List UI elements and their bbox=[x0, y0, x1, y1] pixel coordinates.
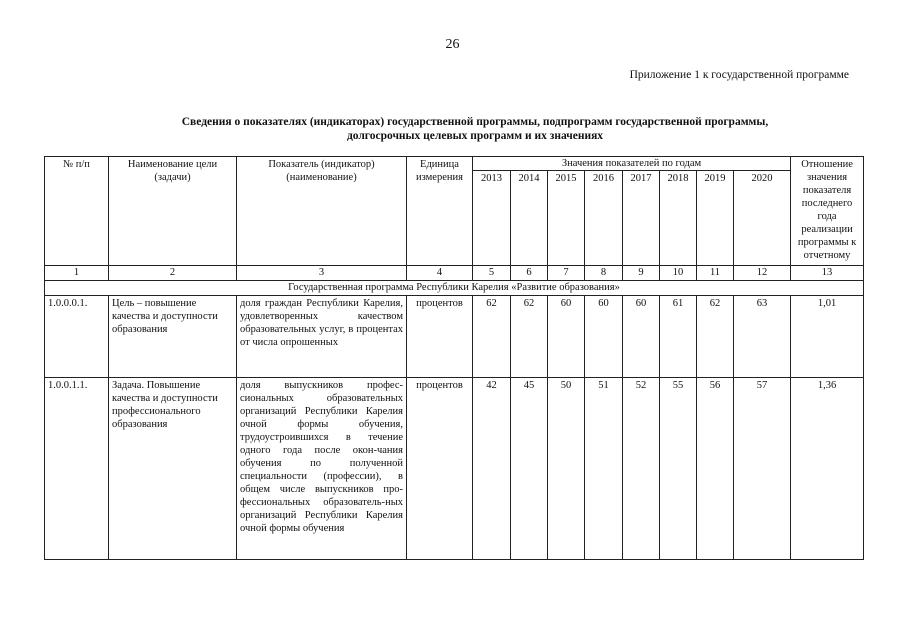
year-2019: 2019 bbox=[697, 171, 734, 266]
year-2018: 2018 bbox=[660, 171, 697, 266]
value-cell: 60 bbox=[585, 296, 623, 378]
year-2016: 2016 bbox=[585, 171, 623, 266]
header-indicator: Показатель (индикатор) (наименование) bbox=[237, 157, 407, 266]
header-ratio: Отношение значения показателя последнего года реализации программы к отчетному bbox=[791, 157, 864, 266]
column-number: 6 bbox=[511, 266, 548, 281]
value-cell: 52 bbox=[623, 378, 660, 560]
goal-cell: Цель – повышение качества и доступности образования bbox=[109, 296, 237, 378]
section-title: Государственная программа Республики Карелия «Развитие образования» bbox=[45, 281, 864, 296]
ratio-cell: 1,01 bbox=[791, 296, 864, 378]
column-number: 3 bbox=[237, 266, 407, 281]
column-number: 13 bbox=[791, 266, 864, 281]
page-number: 26 bbox=[445, 37, 460, 52]
section-row bbox=[45, 281, 864, 296]
value-cell: 60 bbox=[548, 296, 585, 378]
value-cell: 50 bbox=[548, 378, 585, 560]
year-2013: 2013 bbox=[473, 171, 511, 266]
value-cell: 62 bbox=[697, 296, 734, 378]
row-number: 1.0.0.1.1. bbox=[45, 378, 109, 560]
column-number: 11 bbox=[697, 266, 734, 281]
value-cell: 62 bbox=[511, 296, 548, 378]
unit-cell: процентов bbox=[407, 296, 473, 378]
title-line-2: долгосрочных целевых программ и их значениях bbox=[346, 130, 604, 142]
column-number: 5 bbox=[473, 266, 511, 281]
value-cell: 42 bbox=[473, 378, 511, 560]
value-cell: 62 bbox=[473, 296, 511, 378]
unit-cell: процентов bbox=[407, 378, 473, 560]
value-cell: 63 bbox=[734, 296, 791, 378]
table-row bbox=[45, 378, 864, 560]
year-2015: 2015 bbox=[548, 171, 585, 266]
column-number: 10 bbox=[660, 266, 697, 281]
header-goal: Наименование цели (задачи) bbox=[109, 157, 237, 266]
year-2020: 2020 bbox=[734, 171, 791, 266]
title-line-1: Сведения о показателях (индикаторах) государственной программы, подпрограмм государственной программы, bbox=[181, 116, 769, 128]
value-cell: 56 bbox=[697, 378, 734, 560]
value-cell: 57 bbox=[734, 378, 791, 560]
header-no: № п/п bbox=[45, 157, 109, 266]
value-cell: 60 bbox=[623, 296, 660, 378]
document-title bbox=[95, 115, 855, 143]
ratio-cell: 1,36 bbox=[791, 378, 864, 560]
indicator-cell: доля граждан Республики Карелия, удовлетворенных качеством образовательных услуг, в процентах от числа опрошенных bbox=[237, 296, 407, 378]
value-cell: 55 bbox=[660, 378, 697, 560]
column-number-row bbox=[45, 266, 864, 281]
header-values-by-year: Значения показателей по годам bbox=[473, 157, 791, 171]
appendix-note: Приложение 1 к государственной программе bbox=[629, 69, 849, 81]
header-unit: Единица измерения bbox=[407, 157, 473, 266]
column-number: 1 bbox=[45, 266, 109, 281]
column-number: 4 bbox=[407, 266, 473, 281]
goal-cell: Задача. Повышение качества и доступности профессионального образования bbox=[109, 378, 237, 560]
table-row bbox=[45, 296, 864, 378]
indicator-cell: доля выпускников профес-сиональных образовательных организаций Республики Карелия очной формы обучения, трудоустроившихся в течение одного года после окон-чания обучения по полученной специальности (профессии), в общем числе выпускников про-фессиональных образователь-ных организаций Республики Карелия очной формы обучения bbox=[237, 378, 407, 560]
value-cell: 51 bbox=[585, 378, 623, 560]
column-number: 8 bbox=[585, 266, 623, 281]
column-number: 12 bbox=[734, 266, 791, 281]
header-row-1 bbox=[45, 157, 864, 171]
value-cell: 61 bbox=[660, 296, 697, 378]
indicators-table bbox=[44, 156, 864, 560]
column-number: 2 bbox=[109, 266, 237, 281]
year-2017: 2017 bbox=[623, 171, 660, 266]
column-number: 7 bbox=[548, 266, 585, 281]
value-cell: 45 bbox=[511, 378, 548, 560]
column-number: 9 bbox=[623, 266, 660, 281]
year-2014: 2014 bbox=[511, 171, 548, 266]
row-number: 1.0.0.0.1. bbox=[45, 296, 109, 378]
